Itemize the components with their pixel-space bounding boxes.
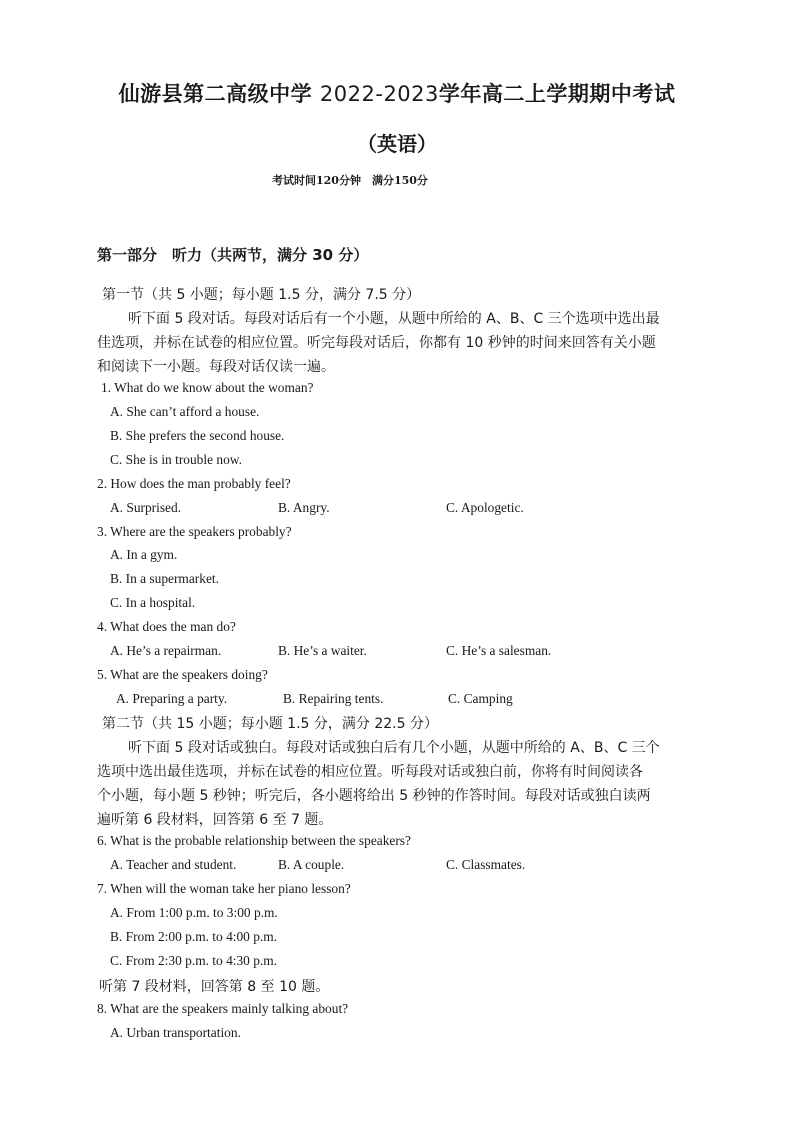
exam-title-school: 仙游县第二高级中学 xyxy=(118,82,313,106)
option-c: C. She is in trouble now. xyxy=(110,452,242,467)
section1-instruction-line: 听下面 5 段对话。每段对话后有一个小题，从题中所给的 A、B、C 三个选项中选出最 xyxy=(128,311,660,327)
question-stem: 7. When will the woman take her piano lesson? xyxy=(97,881,351,896)
option-b: B. She prefers the second house. xyxy=(110,428,285,443)
question-stem: 3. Where are the speakers probably? xyxy=(97,524,292,539)
option-b: B. He’s a waiter. xyxy=(278,643,367,658)
option-a: A. He’s a repairman. xyxy=(110,643,222,658)
option-a: A. Preparing a party. xyxy=(116,691,228,706)
question-stem: 5. What are the speakers doing? xyxy=(97,667,268,682)
question-stem: 1. What do we know about the woman? xyxy=(101,380,314,395)
option-a: A. Surprised. xyxy=(110,500,182,515)
section2-instruction-line: 听下面 5 段对话或独白。每段对话或独白后有几个小题，从题中所给的 A、B、C 三个 xyxy=(128,740,660,756)
option-c: C. In a hospital. xyxy=(110,595,196,610)
question-stem: 6. What is the probable relationship between the speakers? xyxy=(97,833,411,848)
option-c: C. From 2:30 p.m. to 4:30 p.m. xyxy=(110,953,278,968)
question-stem: 2. How does the man probably feel? xyxy=(97,476,291,491)
option-c: C. Camping xyxy=(448,691,513,706)
option-a: A. Urban transportation. xyxy=(110,1025,241,1040)
option-c: C. He’s a salesman. xyxy=(446,643,552,658)
option-b: B. Angry. xyxy=(278,500,330,515)
option-a: A. In a gym. xyxy=(110,547,178,562)
section1-instruction-line: 佳选项，并标在试卷的相应位置。听完每段对话后，你都有 10 秒钟的时间来回答有关小题 xyxy=(97,335,656,351)
section1-heading: 第一节（共 5 小题；每小题 1.5 分，满分 7.5 分） xyxy=(102,287,421,303)
section1-instruction-line: 和阅读下一小题。每段对话仅读一遍。 xyxy=(97,359,335,375)
option-b: B. A couple. xyxy=(278,857,345,872)
option-c: C. Classmates. xyxy=(446,857,526,872)
section2-instruction-line: 选项中选出最佳选项，并标在试卷的相应位置。听每段对话或独白前，你将有时间阅读各 xyxy=(97,764,643,780)
section2-instruction-line: 遍听第 6 段材料，回答第 6 至 7 题。 xyxy=(97,812,333,828)
section2-instruction-line: 个小题，每小题 5 秒钟；听完后，各小题将给出 5 秒钟的作答时间。每段对话或独白读两 xyxy=(97,788,651,804)
material-note: 听第 7 段材料，回答第 8 至 10 题。 xyxy=(99,979,330,995)
question-stem: 4. What does the man do? xyxy=(97,619,236,634)
option-a: A. Teacher and student. xyxy=(110,857,237,872)
option-a: A. From 1:00 p.m. to 3:00 p.m. xyxy=(110,905,278,920)
exam-subject: （英语） xyxy=(357,132,437,156)
question-stem: 8. What are the speakers mainly talking about? xyxy=(97,1001,349,1016)
option-b: B. From 2:00 p.m. to 4:00 p.m. xyxy=(110,929,278,944)
section2-heading: 第二节（共 15 小题；每小题 1.5 分，满分 22.5 分） xyxy=(102,716,438,732)
option-c: C. Apologetic. xyxy=(446,500,524,515)
exam-title-term: 学年高二上学期期中考试 xyxy=(438,82,676,106)
option-b: B. In a supermarket. xyxy=(110,571,219,586)
option-b: B. Repairing tents. xyxy=(283,691,384,706)
part1-heading: 第一部分 听力（共两节，满分 30 分） xyxy=(97,246,369,264)
exam-title xyxy=(0,78,794,108)
exam-title-year: 2022-2023 xyxy=(319,82,439,106)
exam-info: 考试时间120分钟 满分150分 xyxy=(272,174,428,187)
option-a: A. She can’t afford a house. xyxy=(110,404,260,419)
